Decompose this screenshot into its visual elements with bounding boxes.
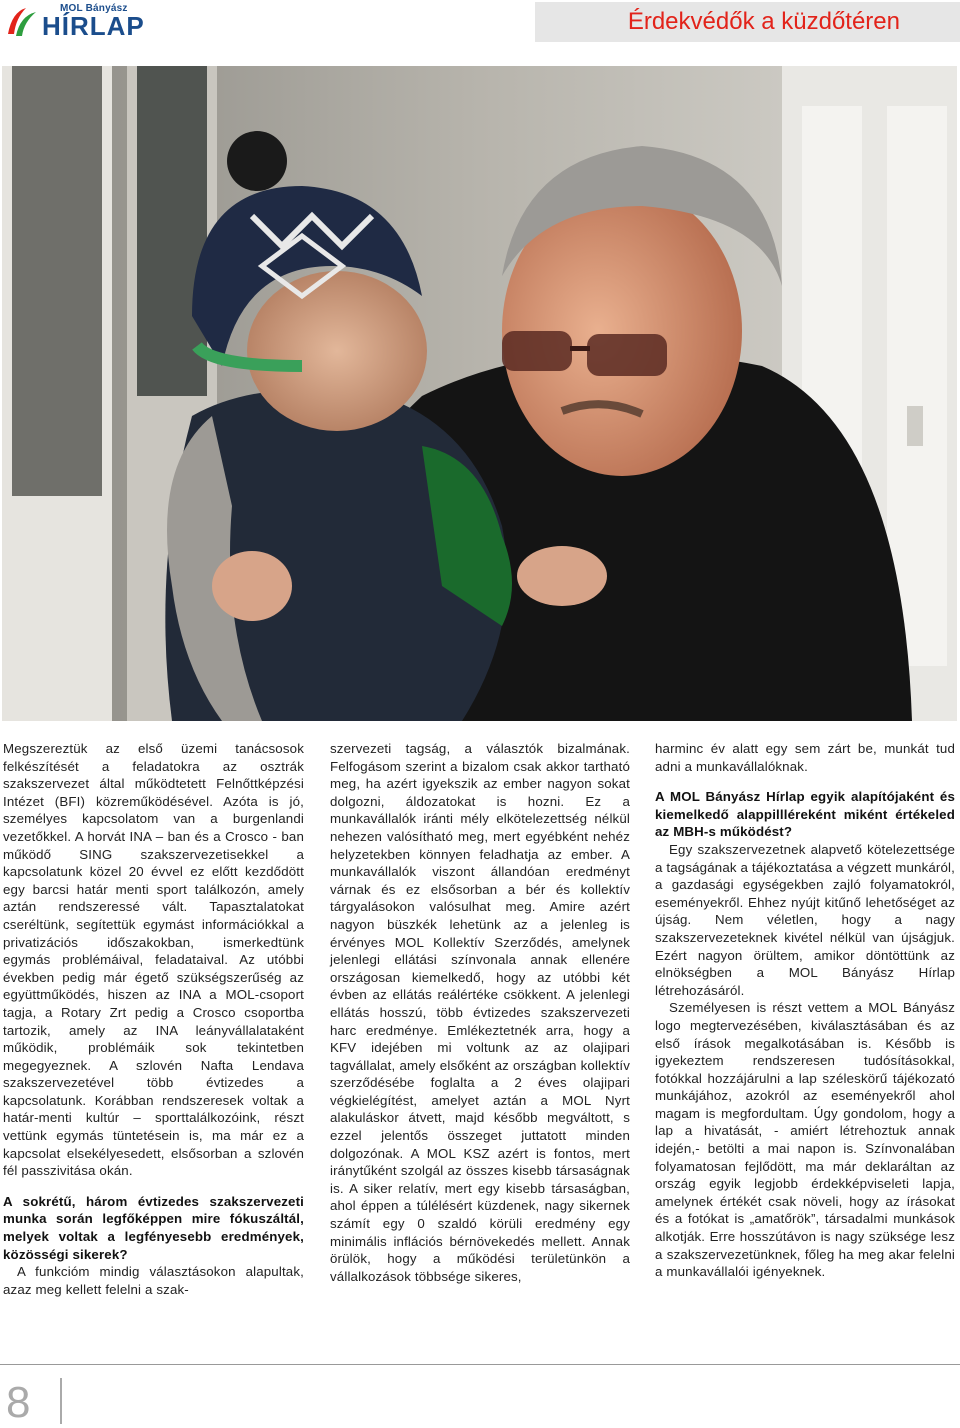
article-photo	[2, 66, 957, 721]
publication-logo[interactable]	[4, 2, 164, 42]
article-column-2	[330, 740, 630, 1285]
footer-divider	[0, 1364, 960, 1365]
section-title: Érdekvédők a küzdőtéren	[627, 8, 900, 35]
article-paragraph: Személyesen is részt vettem a MOL Bányász logo megtervezésében, kiválasztásában és az első írások megalkotásában is. Később is igyekeztem rendszeresen tudósításokkal, fotókkal hozzájárulni a lap széleskörű tájékozató munkájához, azokról az eseményekről ahol magam is megfordultam. Úgy gondolom, hogy a lap a hivatását, - amiért létrehoztuk annak idején,- betölti a mai napon is. Színvonalában folyamatosan fejlődött, ma már deklaráltan az ország egyik legjobb érdekképviseleti lapja, amelynek értékét csak növeli, hogy az írásokat és a fotókat is „amatőrök”, társadalmi munkások alkotják. Erre hosszútávon is nagy szüksége lesz a szakszervezetünknek, főleg ha meg akar felelni a munkavállalói igényeknek.	[655, 1000, 955, 1280]
photo-icon	[2, 66, 957, 721]
logo-mark-icon	[4, 4, 40, 40]
header-bar	[535, 2, 960, 42]
article-paragraph: A funkcióm mindig választásokon alapultak, azaz meg kellett felelni a szak-	[3, 1264, 304, 1297]
article-column-3	[655, 740, 955, 1281]
page-number: 8	[6, 1378, 31, 1427]
page-number-separator	[60, 1378, 62, 1424]
article-paragraph: szervezeti tagság, a választók bizalmának. Felfogásom szerint a bizalom csak akkor tartható meg, ha azért igyekszik az ember nagyon sokat dolgozni, áldozatokat is hozni. Ez a munkavállalók iránti mély elkötelezettség nélkül nehezen valósítható meg, mert egyébként nehéz helyzetekben könnyen feladhatja az ember. A munkavállalók viszont állandóan eredményt várnak és ez elsősorban a bér és kollektív tárgyalásokon valósulhat meg. Amire azért nagyon büszkék lehetünk az a jelenleg is érvényes MOL Kollektív Szerződés, amelynek jelenlegi ellátási színvonala annak ellenére országosan kiemelkedő, hogy az utóbbi két évben az ellátás reálértéke csökkent. A jelenlegi ellátás hosszú, több évtizedes szakszervezeti harc eredménye. Emlékeztetnék arra, hogy a KFV idejében mi voltunk az az olajipari tagvállalat, amely elsőként az országban kollektív szerződésébe foglalta a 2 éves olajipari végkielégítést, amelyet aztán a MOL Nyrt alakuláskor átvett, majd később megváltott, s ezzel jelentős összeget juttatott minden dolgozónak. A MOL KSZ azért is fontos, mert iránytűként szolgál az összes kisebb társaságnak is. A siker relatív, mert egy kisebb társaságban, ahol éppen a túlélésért küzdenek, nagy sikernek számít egy 0 szaldó körüli eredmény egy minimális inflációs bérnövekedés mellett. Annak örülök, hogy a működési területünkön a vállalkozások többsége sikeres,	[330, 741, 630, 1284]
article-column-1	[3, 740, 304, 1298]
article-paragraph: Megszereztük az első üzemi tanácsosok felkészítését a feladatokra az osztrák szakszervezet által működtetett Felnőttképzési Intézet (BFI) közreműködésével. Azóta is jó, személyes kapcsolatom van a burgenlandi vezetőkkel. A horvát INA – ban és a Crosco - ban működő SING szakszervezetisekkel a kapcsolatunk közel 20 évvel ez előtt kezdődött egy barcsi határ menti sport találkozón, amely aztán rendszeressé vált. Tapasztalatokat cseréltünk, segítettük egymást információkkal a privatizációs időszakokban, ismerkedtünk egymás problémáival, feladataival. Az utóbbi években pedig már égető szükségszerűség az együttműködés, hiszen az INA a MOL-csoport tagja, a Rotary Zrt pedig a Crosco csoportba tartozik, amely az INA leányvállalataként működik, problémáik sok tekintetben megegyeznek. A szlovén Nafta Lendava szakszervezetével több évtizedes a kapcsolatunk. Korábban rendszeresek voltak a határ-menti kultúr – sporttalálkozóink, részt vettünk egymás tüntetésein is, ma már ez a kapcsolat elsekélyesedett, elsősorban a szlovén fél passzivitása okán.	[3, 741, 304, 1179]
article-paragraph: harminc év alatt egy sem zárt be, munkát tud adni a munkavállalóknak.	[655, 741, 955, 774]
interview-question: A sokrétű, három évtizedes szakszervezeti munka során legfőképpen mire fókuszáltál, melyek voltak a legfényesebb eredmények, közösségi sikerek?	[3, 1193, 304, 1262]
article-paragraph: Egy szakszervezetnek alapvető kötelezettsége a tagságának a tájékoztatása a végzett munkáról, a gazdasági egységekben zajló folyamatokról, eseményekről. Ehhez nyújt kitűnő lehetőséget az újság. Nem véletlen, hogy a nagy szakszervezeteknek kivétel nélkül van újságjuk. Ezért nagyon örültem, amikor döntöttünk az elnökségben a MOL Bányász Hírlap létrehozásáról.	[655, 841, 955, 998]
logo-title: HÍRLAP	[42, 11, 145, 41]
interview-question: A MOL Bányász Hírlap egyik alapítójaként és kiemelkedő alappillléreként miként értékeled az MBH-s működést?	[655, 789, 955, 840]
logo-subtitle: MOL Bányász	[60, 3, 128, 14]
